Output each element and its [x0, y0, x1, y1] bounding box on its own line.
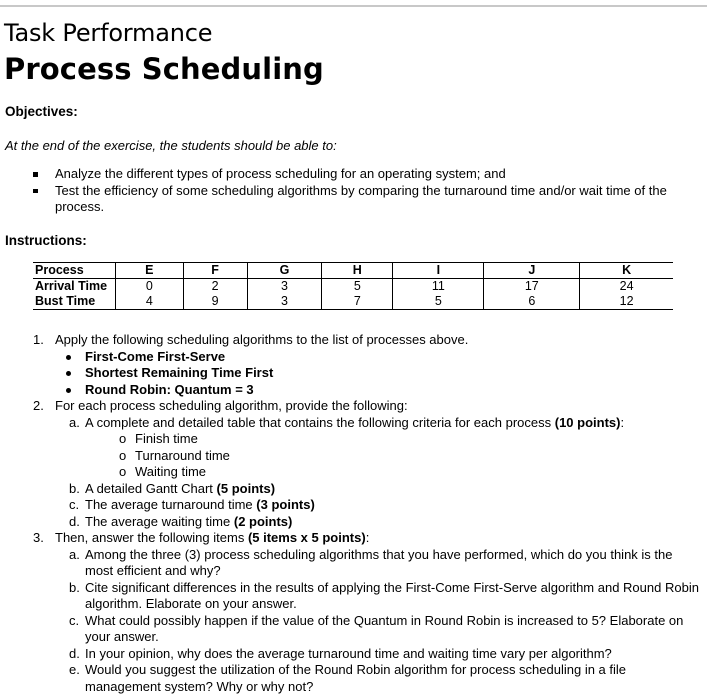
list-item: a. A complete and detailed table that contains the following criteria for each process (10 points): — [69, 414, 625, 430]
table-cell: 7 — [322, 294, 393, 310]
list-item: Analyze the different types of process scheduling for an operating system; and — [33, 166, 698, 183]
circle-bullet-icon: o — [119, 447, 127, 463]
table-cell: 11 — [393, 279, 484, 295]
table-cell: I — [393, 263, 484, 279]
table-cell: 5 — [322, 279, 393, 295]
top-divider — [0, 5, 707, 7]
circle-bullet-icon: o — [119, 464, 127, 479]
step-3: 3. Then, answer the following items (5 items x 5 points): — [33, 530, 370, 545]
table-cell: K — [580, 263, 673, 279]
table-row — [33, 294, 673, 310]
list-item: o Finish time — [119, 431, 198, 446]
table-cell: 3 — [247, 294, 322, 310]
table-cell: E — [116, 263, 184, 279]
table-cell: 17 — [484, 279, 580, 295]
objectives-heading: Objectives: — [5, 104, 78, 119]
table-cell: 6 — [484, 294, 580, 310]
table-row — [33, 279, 673, 295]
list-item: o Waiting time — [119, 464, 207, 479]
table-cell: 4 — [116, 294, 184, 310]
list-item: o Turnaround time — [119, 447, 230, 463]
list-item: e. Would you suggest the utilization of the Round Robin algorithm for process scheduling in a file management system? Why or why not? — [69, 662, 627, 694]
table-cell: G — [247, 263, 322, 279]
table-cell: H — [322, 263, 393, 279]
table-cell: 9 — [183, 294, 247, 310]
list-item: a. Among the three (3) process scheduling algorithms that you have performed, which do you think is the most efficient and why? — [69, 546, 673, 578]
square-bullet-icon — [33, 189, 38, 194]
list-item: Test the efficiency of some scheduling algorithms by comparing the turnaround time and/or wait time of the process. — [33, 183, 698, 216]
list-item: Shortest Remaining Time First — [33, 365, 701, 382]
bullet-icon — [66, 371, 71, 376]
objectives-list — [33, 166, 698, 216]
table-cell: 5 — [393, 294, 484, 310]
list-item: c. The average turnaround time (3 points) — [69, 497, 315, 512]
list-item: d. In your opinion, why does the average turnaround time and waiting time vary per algorithm? — [69, 645, 612, 661]
table-cell: J — [484, 263, 580, 279]
table-cell: F — [183, 263, 247, 279]
square-bullet-icon — [33, 172, 38, 177]
list-item: c. What could possibly happen if the value of the Quantum in Round Robin is increased to 5? Elaborate on your answer. — [69, 612, 684, 644]
objectives-intro: At the end of the exercise, the students should be able to: — [5, 138, 337, 153]
table-cell: Arrival Time — [35, 279, 108, 293]
bullet-icon — [66, 355, 71, 360]
table-header-row — [33, 263, 673, 279]
table-cell: Process — [33, 263, 116, 279]
list-item: b. A detailed Gantt Chart (5 points) — [69, 480, 276, 496]
process-table — [33, 262, 673, 310]
list-item: b. Cite significant differences in the results of applying the First-Come First-Serve algorithm and Round Robin algorithm. Elaborate on your answer. — [69, 579, 699, 611]
list-item: d. The average waiting time (2 points) — [69, 513, 293, 529]
circle-bullet-icon: o — [119, 431, 127, 446]
step-2: 2. For each process scheduling algorithm, provide the following: — [33, 398, 408, 413]
table-cell: 2 — [183, 279, 247, 295]
instructions-heading: Instructions: — [5, 233, 87, 248]
list-item: Round Robin: Quantum = 3 — [33, 382, 701, 399]
instructions-list — [33, 332, 701, 695]
table-cell: 0 — [116, 279, 184, 295]
table-cell: 3 — [247, 279, 322, 295]
list-item: First-Come First-Serve — [33, 349, 701, 366]
bullet-icon — [66, 388, 71, 393]
page-subtitle: Process Scheduling — [4, 52, 324, 86]
table-cell: Bust Time — [33, 294, 116, 310]
step-1: 1. Apply the following scheduling algorithms to the list of processes above. — [33, 332, 469, 347]
page-title: Task Performance — [4, 19, 213, 47]
table-cell: 24 — [580, 279, 673, 295]
table-cell: 12 — [580, 294, 673, 310]
